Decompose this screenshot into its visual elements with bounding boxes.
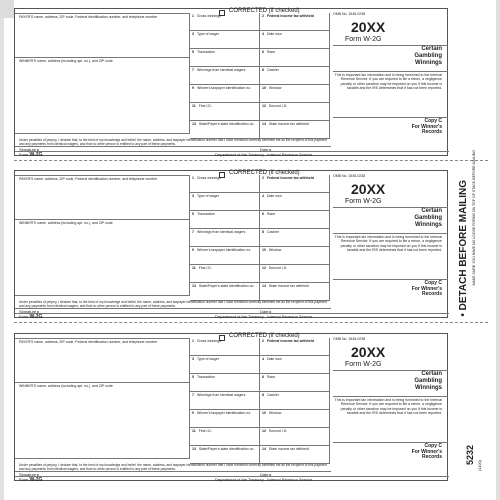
signature-line[interactable]: Signature ▸ Date ▸ (15, 308, 331, 314)
box-row-6 (190, 428, 330, 446)
part-number: 5232 (465, 445, 475, 466)
form-title: Certain Gambling Winnings (414, 208, 442, 228)
box-row-4 (190, 229, 330, 247)
form-year: 20XX (351, 344, 386, 360)
omb-number: OMB No. 1545-0238 (333, 337, 366, 341)
box-row-3 (190, 49, 330, 67)
payer-field[interactable]: PAYER'S name, address, ZIP code, Federal identification number, and telephone number (15, 338, 190, 383)
part-code: (1100) (477, 460, 482, 472)
copy-designation: Copy C For Winner's Records (411, 443, 442, 460)
box-row-1 (190, 175, 330, 193)
box-identical-wagers[interactable]: 7 Winnings from identical wagers (190, 392, 260, 410)
perjury-statement: Under penalties of perjury, I declare that, to the best of my knowledge and belief, the name, address, and taxpayer identification number that I have furnished correctly identifies me as the recipient of this payment and any payments from identical wagers, and that no other person is entitled to any part of these payments. (19, 138, 328, 146)
perforation-line (14, 322, 488, 323)
box-row-2 (190, 193, 330, 211)
payer-field[interactable]: PAYER'S name, address, ZIP code, Federal identification number, and telephone number (15, 175, 190, 220)
box-row-3 (190, 374, 330, 392)
box-type-of-wager[interactable]: 3 Type of wager (190, 31, 260, 49)
box-first-id[interactable]: 11 First I.D. (190, 428, 260, 446)
box-gross-winnings[interactable]: 1 Gross winnings (190, 175, 260, 193)
tax-info-notice: This is important tax information and is being furnished to the Internal Revenue Service. If you are required to file a return, a negligence penalty or other sanction may be imposed on you if this income is taxable and the IRS determines that it has not been reported. (334, 73, 442, 90)
form-footer: Form W-2G Department of the Treasury - Internal Revenue Service (15, 313, 449, 319)
box-winner-tin[interactable]: 9 Winner's taxpayer identification no. (190, 410, 260, 428)
form-year: 20XX (351, 19, 386, 35)
winner-field[interactable]: WINNER'S name, address (including apt. no.), and ZIP code (15, 58, 190, 134)
form-footer: Form W-2G Department of the Treasury - Internal Revenue Service (15, 476, 449, 482)
corrected-label: CORRECTED (if checked) (229, 170, 300, 176)
divider (333, 71, 448, 72)
form-footer: Form W-2G Department of the Treasury - Internal Revenue Service (15, 151, 449, 157)
box-row-5 (190, 410, 330, 428)
box-row-3 (190, 211, 330, 229)
box-state-tax[interactable]: 14 State income tax withheld (260, 283, 330, 301)
box-winner-tin[interactable]: 9 Winner's taxpayer identification no. (190, 85, 260, 103)
box-state-tax[interactable]: 14 State income tax withheld (260, 121, 330, 139)
box-window[interactable]: 10 Window (260, 85, 330, 103)
form-title: Certain Gambling Winnings (414, 371, 442, 391)
box-date-won[interactable]: 4 Date won (260, 356, 330, 374)
box-date-won[interactable]: 4 Date won (260, 31, 330, 49)
box-race[interactable]: 6 Race (260, 211, 330, 229)
box-type-of-wager[interactable]: 3 Type of wager (190, 356, 260, 374)
box-second-id[interactable]: 12 Second I.D. (260, 103, 330, 121)
box-gross-winnings[interactable]: 1 Gross winnings (190, 338, 260, 356)
omb-number: OMB No. 1545-0238 (333, 12, 366, 16)
corner-stub (0, 0, 14, 18)
box-row-5 (190, 247, 330, 265)
box-window[interactable]: 10 Window (260, 247, 330, 265)
box-cashier[interactable]: 8 Cashier (260, 67, 330, 85)
payer-field[interactable]: PAYER'S name, address, ZIP code, Federal identification number, and telephone number (15, 13, 190, 58)
box-winner-tin[interactable]: 9 Winner's taxpayer identification no. (190, 247, 260, 265)
box-row-4 (190, 392, 330, 410)
box-date-won[interactable]: 4 Date won (260, 193, 330, 211)
box-state-id[interactable]: 13 State/Payer's state identification no. (190, 446, 260, 464)
box-row-6 (190, 265, 330, 283)
box-row-7 (190, 121, 330, 139)
box-window[interactable]: 10 Window (260, 410, 330, 428)
box-transaction[interactable]: 5 Transaction (190, 374, 260, 392)
box-cashier[interactable]: 8 Cashier (260, 229, 330, 247)
detach-subtext: MAKE SURE YOU HAVE NO LOOSE FORMS ON TOP OF STACK BEFORE MAILING (472, 150, 476, 286)
box-row-7 (190, 446, 330, 464)
box-row-1 (190, 13, 330, 31)
box-cashier[interactable]: 8 Cashier (260, 392, 330, 410)
form-copy (14, 333, 448, 481)
right-edge (496, 0, 500, 500)
form-title: Certain Gambling Winnings (414, 46, 442, 66)
form-name: Form W-2G (345, 198, 382, 205)
box-second-id[interactable]: 12 Second I.D. (260, 428, 330, 446)
corrected-label: CORRECTED (if checked) (229, 333, 300, 339)
box-race[interactable]: 6 Race (260, 374, 330, 392)
box-race[interactable]: 6 Race (260, 49, 330, 67)
box-federal-tax[interactable]: 2 Federal income tax withheld (260, 13, 330, 31)
box-identical-wagers[interactable]: 7 Winnings from identical wagers (190, 229, 260, 247)
box-type-of-wager[interactable]: 3 Type of wager (190, 193, 260, 211)
signature-line[interactable]: Signature ▸ Date ▸ (15, 146, 331, 152)
divider (333, 233, 448, 234)
perjury-statement: Under penalties of perjury, I declare that, to the best of my knowledge and belief, the name, address, and taxpayer identification number that I have furnished correctly identifies me as the recipient of this payment and any payments from identical wagers, and that no other person is entitled to any part of these payments. (19, 463, 328, 471)
form-copy (14, 170, 448, 318)
divider (333, 396, 448, 397)
box-transaction[interactable]: 5 Transaction (190, 211, 260, 229)
left-edge (0, 0, 4, 500)
box-state-tax[interactable]: 14 State income tax withheld (260, 446, 330, 464)
box-row-6 (190, 103, 330, 121)
box-row-4 (190, 67, 330, 85)
form-copy (14, 8, 448, 156)
perforation-line (14, 160, 488, 161)
corrected-label: CORRECTED (if checked) (229, 8, 300, 14)
perjury-statement: Under penalties of perjury, I declare that, to the best of my knowledge and belief, the name, address, and taxpayer identification number that I have furnished correctly identifies me as the recipient of this payment and any payments from identical wagers, and that no other person is entitled to any part of these payments. (19, 300, 328, 308)
box-state-id[interactable]: 13 State/Payer's state identification no. (190, 283, 260, 301)
form-name: Form W-2G (345, 36, 382, 43)
winner-field[interactable]: WINNER'S name, address (including apt. no.), and ZIP code (15, 220, 190, 296)
copy-designation: Copy C For Winner's Records (411, 118, 442, 135)
tax-info-notice: This is important tax information and is being furnished to the Internal Revenue Service. If you are required to file a return, a negligence penalty or other sanction may be imposed on you if this income is taxable and the IRS determines that it has not been reported. (334, 235, 442, 252)
box-row-1 (190, 338, 330, 356)
form-name: Form W-2G (345, 361, 382, 368)
winner-field[interactable]: WINNER'S name, address (including apt. no.), and ZIP code (15, 383, 190, 459)
tax-info-notice: This is important tax information and is being furnished to the Internal Revenue Service. If you are required to file a return, a negligence penalty or other sanction may be imposed on you if this income is taxable and the IRS determines that it has not been reported. (334, 398, 442, 415)
copy-designation: Copy C For Winner's Records (411, 280, 442, 297)
box-state-id[interactable]: 13 State/Payer's state identification no. (190, 121, 260, 139)
box-first-id[interactable]: 11 First I.D. (190, 103, 260, 121)
box-first-id[interactable]: 11 First I.D. (190, 265, 260, 283)
omb-number: OMB No. 1545-0238 (333, 174, 366, 178)
box-row-2 (190, 31, 330, 49)
box-row-2 (190, 356, 330, 374)
box-identical-wagers[interactable]: 7 Winnings from identical wagers (190, 67, 260, 85)
box-gross-winnings[interactable]: 1 Gross winnings (190, 13, 260, 31)
detach-instruction: • DETACH BEFORE MAILING (458, 180, 469, 317)
box-second-id[interactable]: 12 Second I.D. (260, 265, 330, 283)
box-federal-tax[interactable]: 2 Federal income tax withheld (260, 338, 330, 356)
signature-line[interactable]: Signature ▸ Date ▸ (15, 471, 331, 477)
box-row-5 (190, 85, 330, 103)
box-row-7 (190, 283, 330, 301)
form-year: 20XX (351, 181, 386, 197)
box-transaction[interactable]: 5 Transaction (190, 49, 260, 67)
box-federal-tax[interactable]: 2 Federal income tax withheld (260, 175, 330, 193)
